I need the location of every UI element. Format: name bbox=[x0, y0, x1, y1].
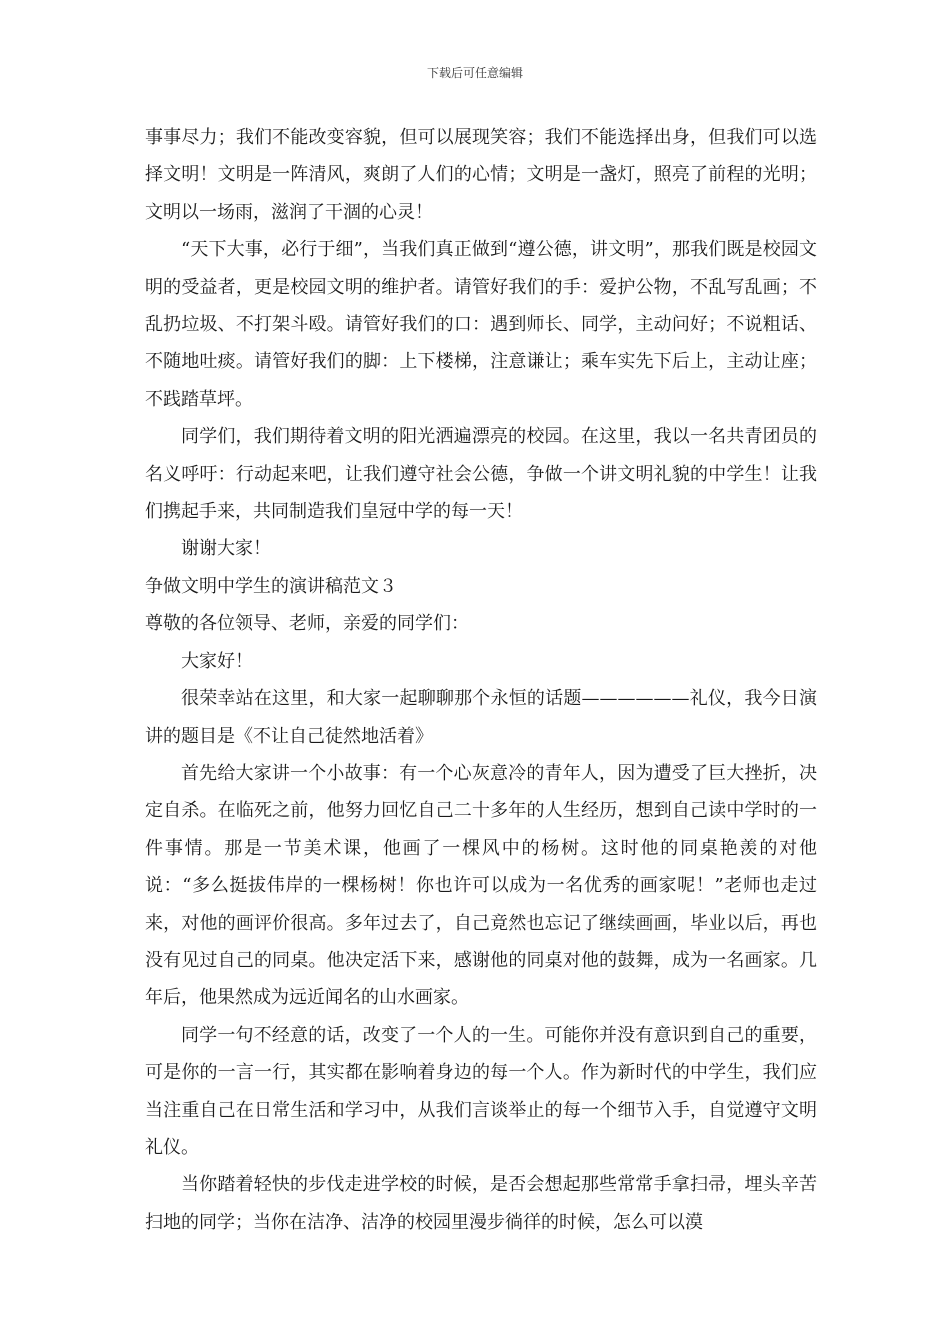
paragraph: 事事尽力；我们不能改变容貌，但可以展现笑容；我们不能选择出身，但我们可以选择文明！文明是一阵清风，爽朗了人们的心情；文明是一盏灯，照亮了前程的光明；文明以一场雨，滋润了干涸的心灵！ bbox=[145, 127, 817, 223]
salutation: 尊敬的各位领导、老师，亲爱的同学们： bbox=[145, 613, 469, 635]
paragraph: 同学们，我们期待着文明的阳光洒遍漂亮的校园。在这里，我以一名共青团员的名义呼吁：行动起来吧，让我们遵守社会公德，争做一个讲文明礼貌的中学生！让我们携起手来，共同制造我们皇冠中学的每一天！ bbox=[145, 426, 817, 523]
page-header: 下载后可任意编辑 bbox=[426, 66, 523, 80]
paragraph: 大家好！ bbox=[181, 650, 253, 672]
paragraph: 谢谢大家！ bbox=[181, 538, 271, 560]
paragraph: “天下大事，必行于细”，当我们真正做到“遵公德，讲文明”，那我们既是校园文明的受益者，更是校园文明的维护者。请管好我们的手：爱护公物，不乱写乱画；不乱扔垃圾、不打架斗殴。请管好我们的口：遇到师长、同学，主动问好；不说粗话、不随地吐痰。请管好我们的脚：上下楼梯，注意谦让；乘车实先下后上，主动让座；不践踏草坪。 bbox=[145, 239, 817, 410]
paragraph: 首先给大家讲一个小故事：有一个心灰意冷的青年人，因为遭受了巨大挫折，决定自杀。在临死之前，他努力回忆自己二十多年的人生经历，想到自己读中学时的一件事情。那是一节美术课，他画了一棵风中的杨树。这时他的同桌艳羡的对他说：“多么挺拔伟岸的一棵杨树！你也许可以成为一名优秀的画家呢！”老师也走过来，对他的画评价很高。多年过去了，自己竟然也忘记了继续画画，毕业以后，再也没有见过自己的同桌。他决定活下来，感谢他的同桌对他的鼓舞，成为一名画家。几年后，他果然成为远近闻名的山水画家。 bbox=[145, 762, 817, 1009]
section-title: 争做文明中学生的演讲稿范文３ bbox=[145, 575, 397, 597]
paragraph: 同学一句不经意的话，改变了一个人的一生。可能你并没有意识到自己的重要，可是你的一言一行，其实都在影响着身边的每一个人。作为新时代的中学生，我们应当注重自己在日常生活和学习中，从我们言谈举止的每一个细节入手，自觉遵守文明礼仪。 bbox=[145, 1024, 817, 1158]
paragraph: 当你踏着轻快的步伐走进学校的时候，是否会想起那些常常手拿扫帚，埋头辛苦扫地的同学；当你在洁净、洁净的校园里漫步徜徉的时候，怎么可以漠 bbox=[145, 1174, 817, 1233]
paragraph: 很荣幸站在这里，和大家一起聊聊那个永恒的话题——————礼仪，我今日演讲的题目是《不让自己徒然地活着》 bbox=[145, 688, 817, 747]
document-body bbox=[145, 119, 817, 1241]
